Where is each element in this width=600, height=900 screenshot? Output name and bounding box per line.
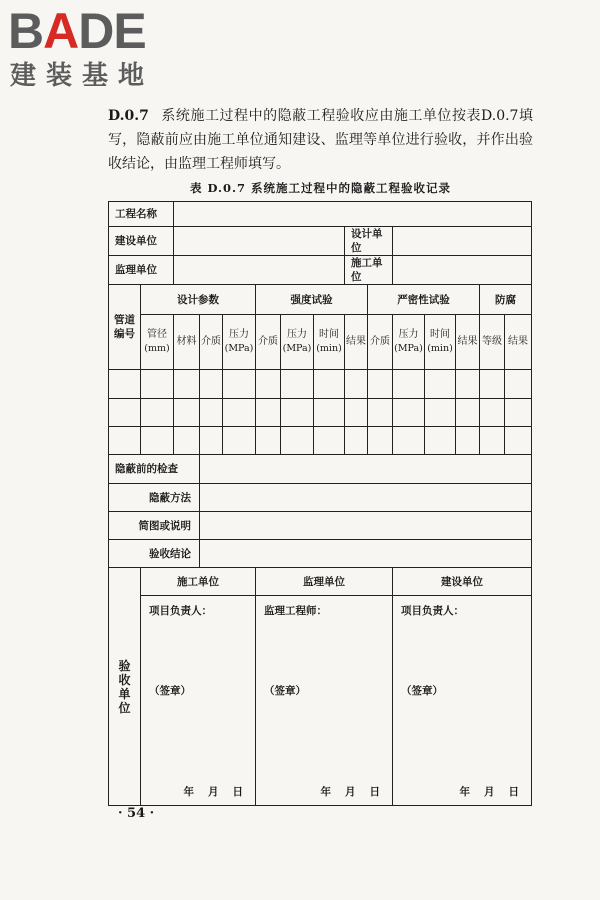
col-pressure-design (223, 315, 256, 370)
table-row (109, 370, 532, 399)
clause-number: D.0.7 (108, 108, 149, 124)
hidden-works-acceptance-table (108, 201, 532, 806)
col-pressure-label: 压力 (229, 329, 249, 340)
col-pressure-label: 压力 (287, 329, 307, 340)
logo-subtitle: 建装基地 (10, 61, 155, 91)
label-sketch-or-notes: 简图或说明 (109, 512, 200, 540)
logo-letter-a: A (43, 3, 79, 59)
sig-date-day: 日 (508, 786, 521, 798)
sig-date-day: 日 (369, 786, 382, 798)
field-acceptance-conclusion (200, 540, 532, 568)
header-tightness-test: 严密性试验 (368, 285, 480, 315)
table-caption: 表 D.0.7 系统施工过程中的隐蔽工程验收记录 (189, 181, 452, 195)
label-builder-unit: 施工单位 (345, 256, 393, 285)
sig-cell-construction (393, 596, 532, 806)
field-construction-unit (174, 227, 345, 256)
header-anticorrosion: 防腐 (480, 285, 532, 315)
col-medium-strength: 介质 (256, 315, 281, 370)
col-pressure-unit: (MPa) (282, 343, 312, 354)
sig-person-label: 项目负责人： (401, 605, 464, 617)
sig-person-label: 项目负责人： (149, 605, 212, 617)
label-project-name: 工程名称 (109, 202, 174, 227)
label-check-before-concealment: 隐蔽前的检查 (109, 455, 200, 484)
field-sketch-or-notes (200, 512, 532, 540)
field-supervision-unit (174, 256, 345, 285)
sig-date-year: 年 (183, 786, 196, 798)
logo-letters-de: DE (78, 3, 146, 59)
sig-date-month: 月 (484, 786, 497, 798)
label-design-unit: 设计单位 (345, 227, 393, 256)
col-medium-design: 介质 (200, 315, 223, 370)
sig-date (460, 785, 522, 799)
col-pressure-unit: (MPa) (224, 343, 254, 354)
col-material: 材料 (174, 315, 200, 370)
sig-header-builder: 施工单位 (141, 568, 256, 596)
page-number: · 54 · (118, 806, 155, 821)
sig-date-year: 年 (320, 786, 333, 798)
col-diameter-label: 管径 (147, 329, 167, 340)
sig-date (321, 785, 383, 799)
field-project-name (174, 202, 532, 227)
header-pipe-no: 管道编号 (109, 285, 141, 370)
col-grade: 等级 (480, 315, 505, 370)
intro-paragraph (108, 104, 533, 176)
acceptance-units-char: 位 (118, 700, 131, 715)
sig-person-label: 监理工程师： (264, 605, 327, 617)
col-time-label: 时间 (430, 329, 450, 340)
sig-seal-label: （签章） (264, 685, 306, 697)
acceptance-units-char: 收 (118, 672, 131, 687)
logo-letter-b: B (8, 3, 44, 59)
col-time-unit: (min) (316, 343, 342, 354)
col-diameter (141, 315, 174, 370)
logo (8, 4, 178, 94)
sig-seal-label: （签章） (149, 685, 191, 697)
sig-date-day: 日 (232, 786, 245, 798)
col-medium-tightness: 介质 (368, 315, 393, 370)
acceptance-units-char: 验 (118, 658, 131, 673)
col-result-tightness: 结果 (456, 315, 480, 370)
acceptance-units-vertical-text (109, 659, 140, 715)
col-time-strength (314, 315, 345, 370)
table-row (109, 427, 532, 455)
sig-date-month: 月 (208, 786, 221, 798)
sig-cell-supervision (256, 596, 393, 806)
sig-date (184, 785, 246, 799)
col-time-label: 时间 (319, 329, 339, 340)
acceptance-units-char: 单 (118, 686, 131, 701)
label-acceptance-conclusion: 验收结论 (109, 540, 200, 568)
label-concealment-method: 隐蔽方法 (109, 484, 200, 512)
sig-seal-label: （签章） (401, 685, 443, 697)
table-row (109, 399, 532, 427)
field-concealment-method (200, 484, 532, 512)
sig-date-month: 月 (345, 786, 358, 798)
label-supervision-unit: 监理单位 (109, 256, 174, 285)
label-acceptance-units (109, 568, 141, 806)
field-check-before-concealment (200, 455, 532, 484)
col-result-strength: 结果 (345, 315, 368, 370)
field-design-unit (393, 227, 532, 256)
col-time-unit: (min) (427, 343, 453, 354)
sig-cell-builder (141, 596, 256, 806)
header-design-params: 设计参数 (141, 285, 256, 315)
col-pressure-label: 压力 (398, 329, 419, 340)
sig-header-supervision: 监理单位 (256, 568, 393, 596)
logo-wordmark (8, 4, 146, 58)
label-construction-unit: 建设单位 (109, 227, 174, 256)
col-pressure-strength (281, 315, 314, 370)
col-pressure-tightness (393, 315, 425, 370)
header-strength-test: 强度试验 (256, 285, 368, 315)
col-pressure-unit: (MPa) (394, 343, 423, 354)
col-result-anticorrosion: 结果 (505, 315, 532, 370)
intro-text: 系统施工过程中的隐蔽工程验收应由施工单位按表D.0.7填写，隐蔽前应由施工单位通知建设、监理等单位进行验收，并作出验收结论，由监理工程师填写。 (108, 108, 533, 172)
col-time-tightness (425, 315, 456, 370)
field-builder-unit (393, 256, 532, 285)
sig-date-year: 年 (459, 786, 472, 798)
col-diameter-unit: (mm) (144, 343, 170, 354)
sig-header-construction: 建设单位 (393, 568, 532, 596)
